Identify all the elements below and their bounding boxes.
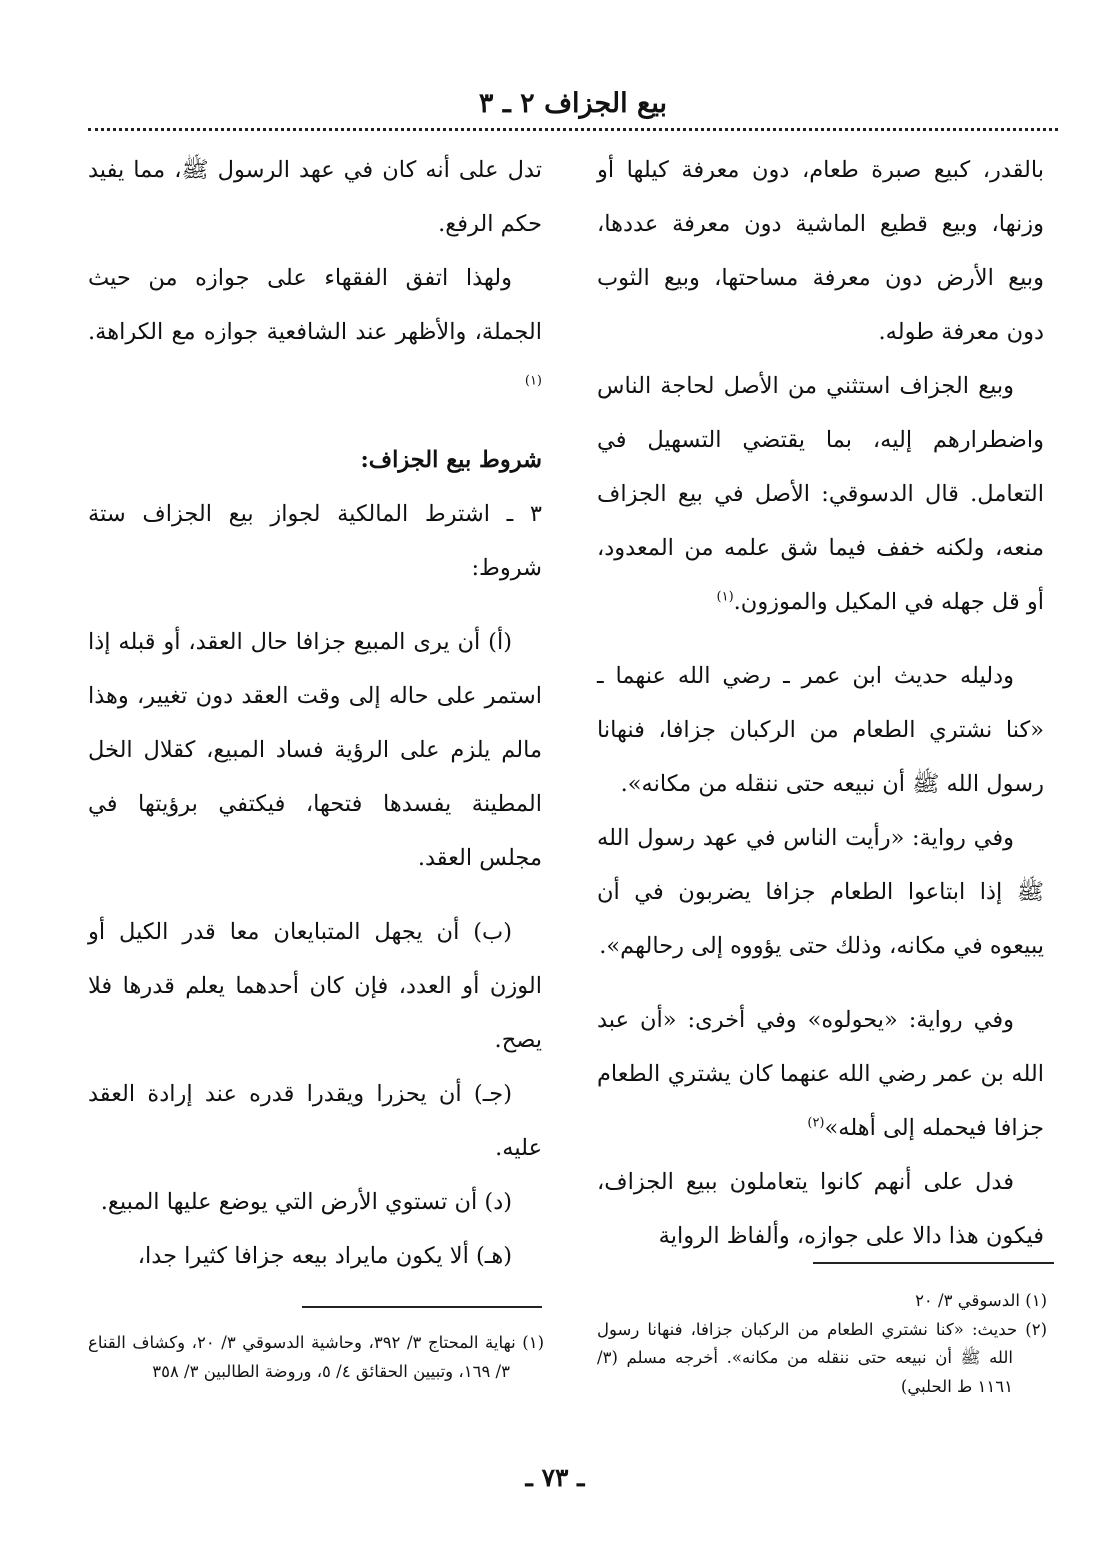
paragraph <box>88 487 542 595</box>
paragraph-text: ودليله حديث ابن عمر ـ رضي الله عنهما ـ «كنا نشتري الطعام من الركبان جزافا، فنهانا رسول الله ﷺ أن نبيعه حتى ننقله من مكانه». <box>597 663 1044 797</box>
condition-text: (هـ) ألا يكون مايراد بيعه جزافا كثيرا جدا، <box>137 1243 512 1269</box>
footnotes-right <box>597 1287 1047 1401</box>
paragraph <box>597 811 1044 973</box>
paragraph-text: ولهذا اتفق الفقهاء على جوازه من حيث الجملة، والأظهر عند الشافعية جوازه مع الكراهة. <box>88 265 542 345</box>
paragraph-text: فدل على أنهم كانوا يتعاملون ببيع الجزاف، فيكون هذا دالا على جوازه، وألفاظ الرواية <box>597 1169 1044 1249</box>
paragraph-text: وفي رواية: «رأيت الناس في عهد رسول الله ﷺ إذا ابتاعوا الطعام جزافا يضربون في أن يبيعوه في مكانه، وذلك حتى يؤووه إلى رحالهم». <box>597 825 1044 959</box>
paragraph <box>597 143 1044 359</box>
condition-text: (جـ) أن يحزرا ويقدرا قدره عند إرادة العقد عليه. <box>88 1081 542 1161</box>
footnote-rule <box>813 1262 1054 1264</box>
paragraph <box>88 143 542 251</box>
condition-item <box>88 615 542 885</box>
right-column <box>597 143 1044 1263</box>
condition-text: (أ) أن يرى المبيع جزافا حال العقد، أو قبله إذا استمر على حاله إلى وقت العقد دون تغيير، وهذا مالم يلزم على الرؤية فساد المبيع، كقلال الخل المطينة يفسدها فتحها، فيكتفي برؤيتها في مجلس العقد. <box>88 629 542 871</box>
footnote-ref: (٢) <box>807 1115 825 1131</box>
paragraph <box>597 993 1044 1155</box>
header-dotted-rule <box>88 128 1058 131</box>
page-number: ـ ٧٣ ـ <box>525 1463 585 1492</box>
running-head: بيع الجزاف ٢ ـ ٣ <box>478 88 668 119</box>
footnote: (١) نهاية المحتاج ٣/ ٣٩٢، وحاشية الدسوقي ٣/ ٢٠، وكشاف القناع ٣/ ١٦٩، وتبيين الحقائق ٤/ ٥، وروضة الطالبين ٣/ ٣٥٨ <box>88 1333 544 1381</box>
condition-item <box>88 1067 542 1175</box>
condition-text: (ب) أن يجهل المتبايعان معا قدر الكيل أو الوزن أو العدد، فإن كان أحدهما يعلم قدرها فلا يصح. <box>88 919 542 1053</box>
condition-text: (د) أن تستوي الأرض التي يوضع عليها المبيع. <box>100 1189 512 1215</box>
paragraph <box>597 359 1044 629</box>
footnote-ref: (١) <box>716 589 734 605</box>
footnotes-left <box>88 1329 544 1386</box>
paragraph-text: بالقدر، كبيع صبرة طعام، دون معرفة كيلها أو وزنها، وبيع قطيع الماشية دون معرفة عددها، وبيع الأرض دون معرفة مساحتها، وبيع الثوب دون معرفة طوله. <box>597 157 1044 345</box>
left-column <box>88 143 542 1283</box>
condition-item <box>88 1175 542 1229</box>
footnote: (١) الدسوقي ٣/ ٢٠ <box>915 1291 1047 1310</box>
paragraph <box>597 1155 1044 1263</box>
footnote-ref: (١) <box>524 373 542 389</box>
paragraph-text: وفي رواية: «يحولوه» وفي أخرى: «أن عبد الله بن عمر رضي الله عنهما كان يشتري الطعام جزافا فيحمله إلى أهله» <box>597 1007 1044 1141</box>
condition-item <box>88 1229 542 1283</box>
condition-item <box>88 905 542 1067</box>
paragraph-text: ٣ ـ اشترط المالكية لجواز بيع الجزاف ستة شروط: <box>88 501 542 581</box>
paragraph-text: وبيع الجزاف استثني من الأصل لحاجة الناس واضطرارهم إليه، بما يقتضي التسهيل في التعامل. قال الدسوقي: الأصل في بيع الجزاف منعه، ولكنه خفف فيما شق علمه من المعدود، أو قل جهله في المكيل والموزون. <box>597 373 1044 615</box>
paragraph <box>88 251 542 413</box>
paragraph-text: تدل على أنه كان في عهد الرسول ﷺ، مما يفيد حكم الرفع. <box>88 157 542 237</box>
footnote-rule <box>302 1306 542 1308</box>
paragraph <box>597 649 1044 811</box>
footnote: (٢) حديث: «كنا نشتري الطعام من الركبان جزافا، فنهانا رسول الله ﷺ أن نبيعه حتى ننقله من مكانه». أخرجه مسلم (٣/ ١١٦١ ط الحلبي) <box>597 1319 1047 1396</box>
section-heading: شروط بيع الجزاف: <box>360 447 542 473</box>
